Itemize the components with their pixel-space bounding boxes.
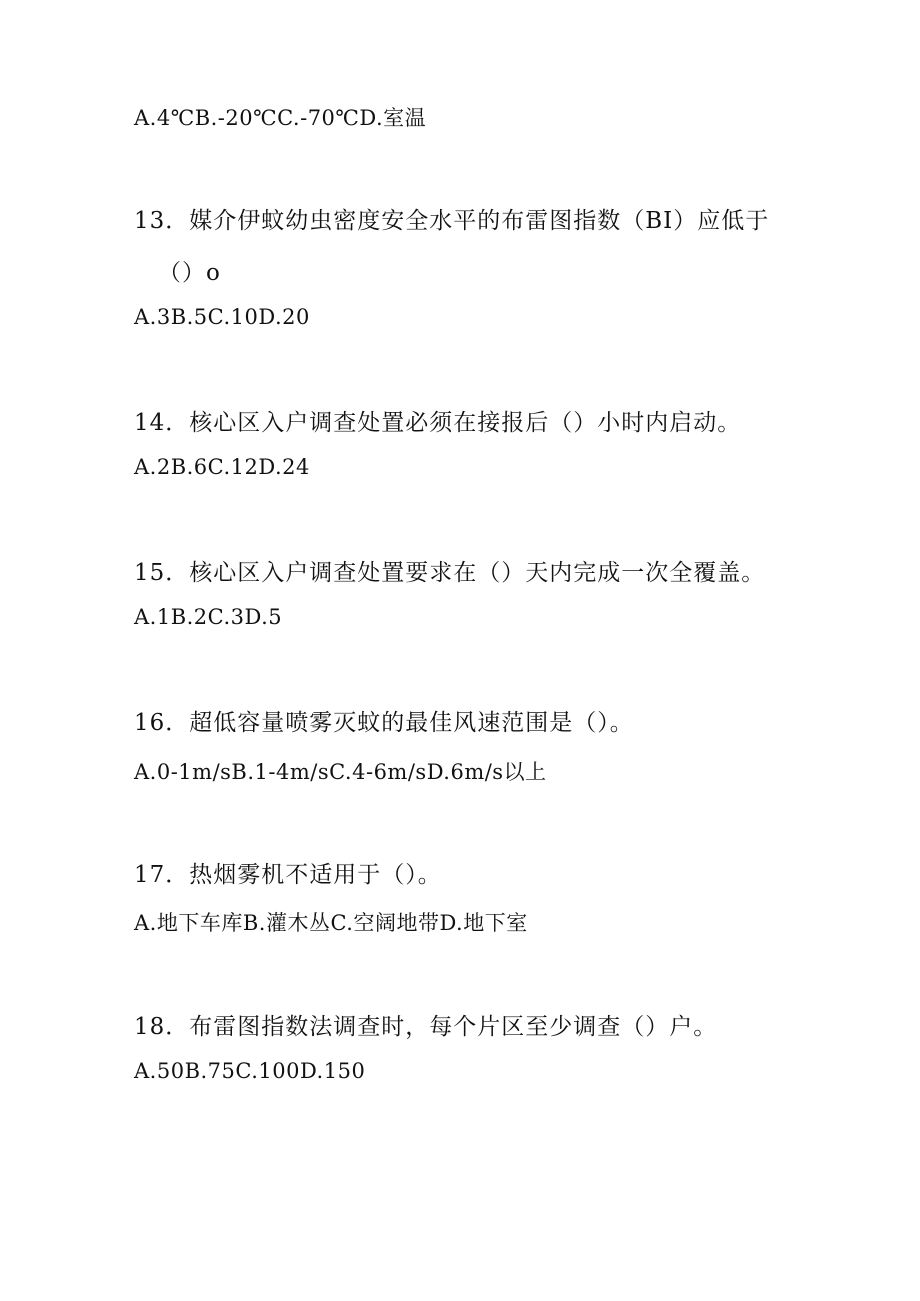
q13-text: 13．媒介伊蚊幼虫密度安全水平的布雷图指数（BI）应低于 bbox=[134, 208, 770, 234]
q18-text: 18．布雷图指数法调查时，每个片区至少调查（）户。 bbox=[134, 1014, 718, 1040]
q15-options: A.1B.2C.3D.5 bbox=[134, 605, 283, 629]
q18-options: A.50B.75C.100D.150 bbox=[134, 1059, 366, 1083]
q16-options: A.0-1m/sB.1-4m/sC.4-6m/sD.6m/s以上 bbox=[134, 760, 547, 784]
q17-text: 17．热烟雾机不适用于（）。 bbox=[134, 862, 442, 888]
q14-text: 14．核心区入户调查处置必须在接报后（）小时内启动。 bbox=[134, 410, 742, 436]
q16-text: 16．超低容量喷雾灭蚊的最佳风速范围是（）。 bbox=[134, 710, 634, 736]
q13-text-continuation: （）o bbox=[158, 260, 221, 286]
q13-options: A.3B.5C.10D.20 bbox=[134, 305, 310, 329]
q14-options: A.2B.6C.12D.24 bbox=[134, 455, 310, 479]
q12-options: A.4℃B.-20℃C.-70℃D.室温 bbox=[134, 106, 427, 130]
q17-options: A.地下车库B.灌木丛C.空阔地带D.地下室 bbox=[134, 911, 528, 935]
q15-text: 15．核心区入户调查处置要求在（）天内完成一次全覆盖。 bbox=[134, 560, 766, 586]
